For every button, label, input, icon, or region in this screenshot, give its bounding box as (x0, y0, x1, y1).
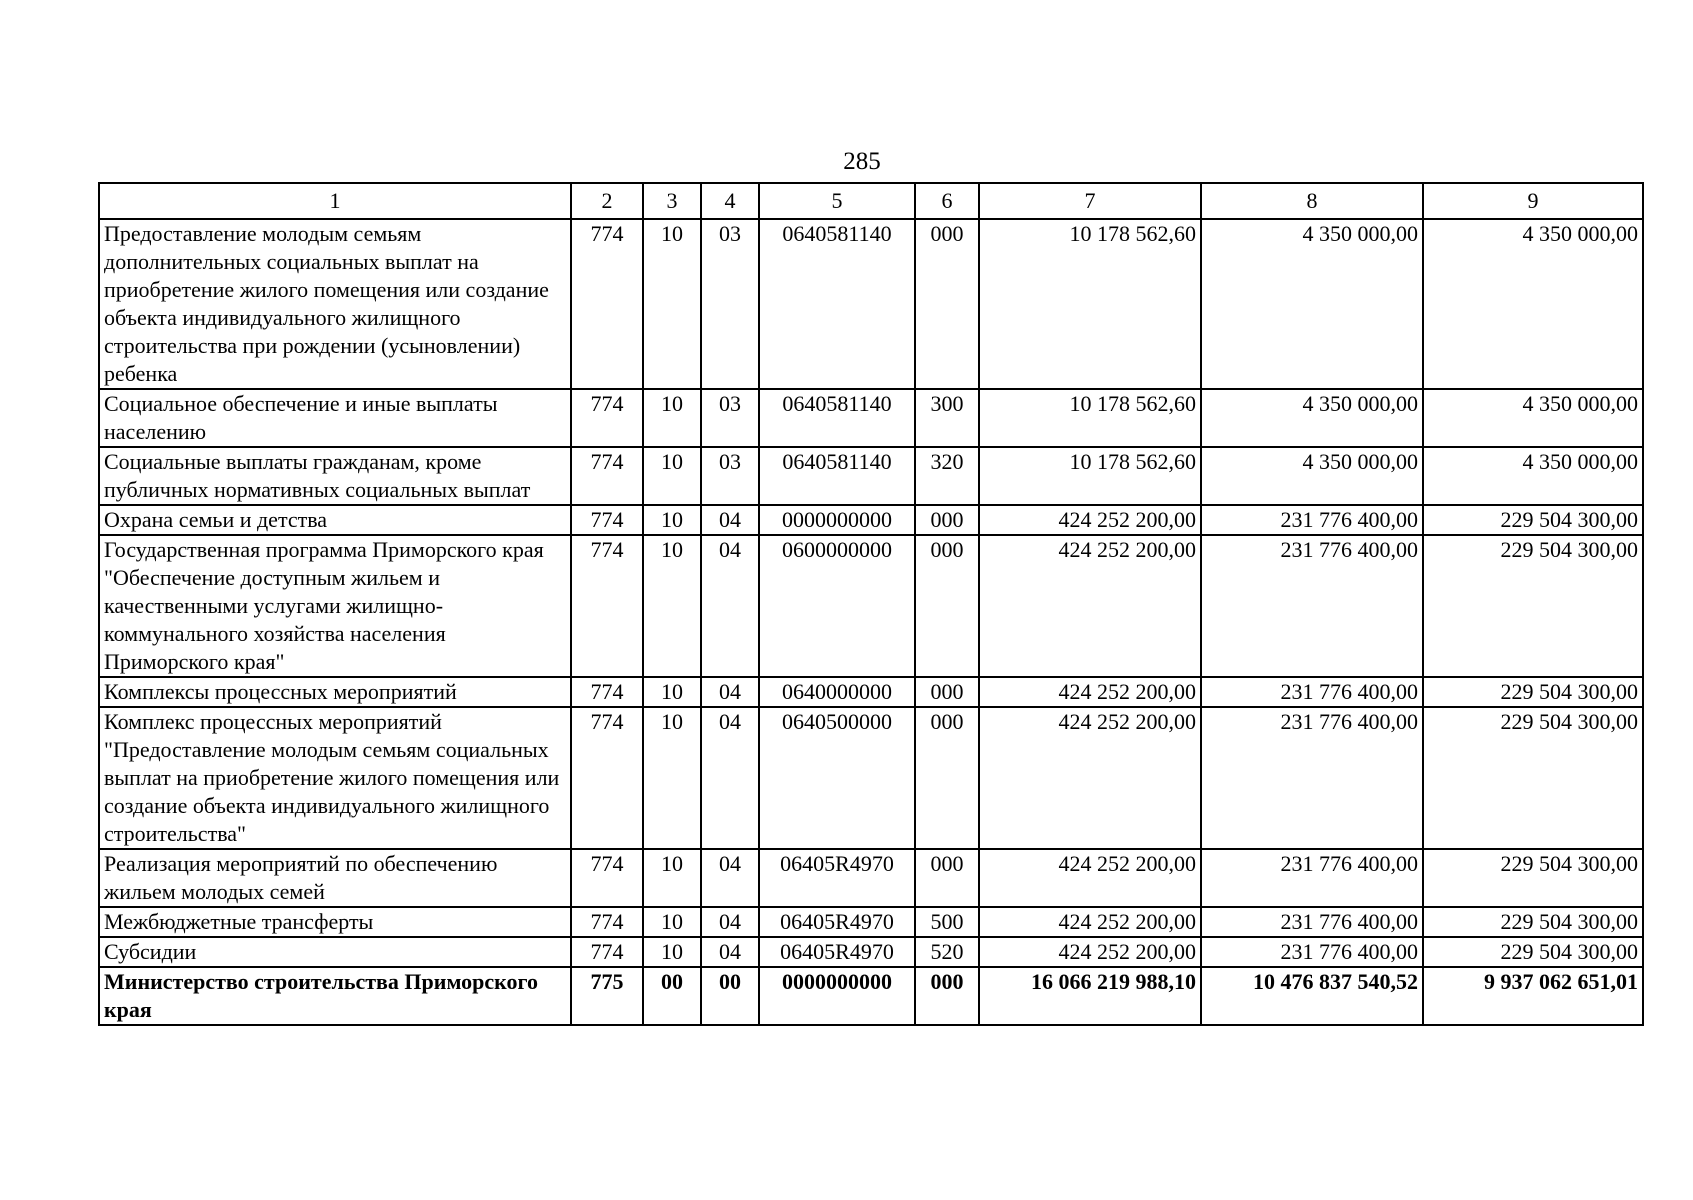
cell-code-6: 000 (915, 707, 979, 849)
row-name: Предоставление молодым семьям дополнительных социальных выплат на приобретение жилого помещения или создание объекта индивидуального жилищного строительства при рождении (усыновлении) ребенка (99, 219, 571, 389)
cell-code-2: 774 (571, 219, 643, 389)
table-row (99, 535, 1643, 677)
column-header: 5 (759, 183, 915, 219)
cell-amount-7: 16 066 219 988,10 (979, 967, 1201, 1025)
table-row (99, 849, 1643, 907)
table-row (99, 505, 1643, 535)
cell-amount-7: 424 252 200,00 (979, 707, 1201, 849)
cell-amount-7: 424 252 200,00 (979, 907, 1201, 937)
cell-code-4: 04 (701, 907, 759, 937)
cell-code-3: 00 (643, 967, 701, 1025)
cell-code-6: 000 (915, 535, 979, 677)
cell-amount-7: 10 178 562,60 (979, 389, 1201, 447)
cell-amount-9: 229 504 300,00 (1423, 505, 1643, 535)
cell-amount-9: 229 504 300,00 (1423, 707, 1643, 849)
cell-code-6: 300 (915, 389, 979, 447)
cell-amount-8: 4 350 000,00 (1201, 447, 1423, 505)
cell-code-4: 03 (701, 447, 759, 505)
table-row-total (99, 967, 1643, 1025)
header-row (99, 183, 1643, 219)
cell-code-3: 10 (643, 907, 701, 937)
cell-code-2: 774 (571, 447, 643, 505)
cell-amount-8: 4 350 000,00 (1201, 219, 1423, 389)
row-name: Реализация мероприятий по обеспечению жильем молодых семей (99, 849, 571, 907)
cell-code-3: 10 (643, 219, 701, 389)
cell-code-2: 774 (571, 849, 643, 907)
cell-code-3: 10 (643, 505, 701, 535)
column-header: 7 (979, 183, 1201, 219)
cell-code-4: 00 (701, 967, 759, 1025)
row-name: Межбюджетные трансферты (99, 907, 571, 937)
cell-amount-8: 231 776 400,00 (1201, 677, 1423, 707)
cell-amount-8: 231 776 400,00 (1201, 707, 1423, 849)
cell-code-3: 10 (643, 447, 701, 505)
column-header: 6 (915, 183, 979, 219)
cell-code-4: 03 (701, 219, 759, 389)
cell-code-6: 000 (915, 219, 979, 389)
cell-code-2: 774 (571, 707, 643, 849)
cell-code-3: 10 (643, 535, 701, 677)
cell-amount-7: 424 252 200,00 (979, 535, 1201, 677)
cell-code-4: 04 (701, 849, 759, 907)
cell-amount-9: 229 504 300,00 (1423, 907, 1643, 937)
cell-amount-8: 231 776 400,00 (1201, 907, 1423, 937)
cell-amount-9: 4 350 000,00 (1423, 447, 1643, 505)
column-header: 8 (1201, 183, 1423, 219)
cell-code-2: 775 (571, 967, 643, 1025)
cell-code-5: 0000000000 (759, 505, 915, 535)
cell-code-3: 10 (643, 937, 701, 967)
cell-code-4: 04 (701, 677, 759, 707)
cell-amount-7: 424 252 200,00 (979, 849, 1201, 907)
table-row (99, 937, 1643, 967)
cell-amount-8: 231 776 400,00 (1201, 505, 1423, 535)
cell-code-6: 000 (915, 677, 979, 707)
cell-code-5: 0640581140 (759, 447, 915, 505)
cell-code-2: 774 (571, 535, 643, 677)
cell-code-6: 000 (915, 505, 979, 535)
column-header: 3 (643, 183, 701, 219)
cell-code-5: 0640000000 (759, 677, 915, 707)
column-header: 9 (1423, 183, 1643, 219)
row-name: Охрана семьи и детства (99, 505, 571, 535)
cell-code-3: 10 (643, 849, 701, 907)
cell-amount-8: 231 776 400,00 (1201, 849, 1423, 907)
cell-code-6: 000 (915, 849, 979, 907)
row-name: Государственная программа Приморского края "Обеспечение доступным жильем и качественными услугами жилищно-коммунального хозяйства населения Приморского края" (99, 535, 571, 677)
cell-amount-7: 10 178 562,60 (979, 447, 1201, 505)
cell-code-5: 06405R4970 (759, 937, 915, 967)
cell-code-3: 10 (643, 707, 701, 849)
cell-code-6: 520 (915, 937, 979, 967)
table-row (99, 707, 1643, 849)
cell-code-4: 04 (701, 535, 759, 677)
row-name: Социальные выплаты гражданам, кроме публичных нормативных социальных выплат (99, 447, 571, 505)
table-row (99, 447, 1643, 505)
table-row (99, 389, 1643, 447)
cell-code-2: 774 (571, 907, 643, 937)
cell-code-2: 774 (571, 389, 643, 447)
cell-amount-9: 229 504 300,00 (1423, 535, 1643, 677)
cell-amount-9: 229 504 300,00 (1423, 677, 1643, 707)
budget-table (98, 182, 1644, 1026)
cell-amount-9: 229 504 300,00 (1423, 937, 1643, 967)
cell-code-2: 774 (571, 677, 643, 707)
cell-amount-7: 10 178 562,60 (979, 219, 1201, 389)
cell-code-3: 10 (643, 389, 701, 447)
cell-amount-7: 424 252 200,00 (979, 937, 1201, 967)
cell-code-4: 03 (701, 389, 759, 447)
cell-code-3: 10 (643, 677, 701, 707)
table-row (99, 677, 1643, 707)
cell-code-5: 0000000000 (759, 967, 915, 1025)
cell-code-5: 0600000000 (759, 535, 915, 677)
cell-amount-9: 4 350 000,00 (1423, 219, 1643, 389)
cell-amount-9: 4 350 000,00 (1423, 389, 1643, 447)
cell-code-4: 04 (701, 707, 759, 849)
cell-code-6: 000 (915, 967, 979, 1025)
row-name: Комплексы процессных мероприятий (99, 677, 571, 707)
cell-code-5: 0640581140 (759, 219, 915, 389)
row-name: Субсидии (99, 937, 571, 967)
cell-amount-8: 231 776 400,00 (1201, 937, 1423, 967)
cell-code-5: 0640500000 (759, 707, 915, 849)
cell-amount-8: 10 476 837 540,52 (1201, 967, 1423, 1025)
column-header: 4 (701, 183, 759, 219)
cell-code-5: 06405R4970 (759, 907, 915, 937)
row-name: Комплекс процессных мероприятий "Предоставление молодым семьям социальных выплат на приобретение жилого помещения или создание объекта индивидуального жилищного строительства" (99, 707, 571, 849)
cell-code-5: 0640581140 (759, 389, 915, 447)
cell-code-2: 774 (571, 937, 643, 967)
table-row (99, 219, 1643, 389)
column-header: 2 (571, 183, 643, 219)
cell-amount-9: 229 504 300,00 (1423, 849, 1643, 907)
cell-code-6: 320 (915, 447, 979, 505)
page-number: 285 (843, 148, 881, 175)
row-name: Министерство строительства Приморского края (99, 967, 571, 1025)
cell-amount-8: 231 776 400,00 (1201, 535, 1423, 677)
cell-amount-7: 424 252 200,00 (979, 677, 1201, 707)
row-name: Социальное обеспечение и иные выплаты населению (99, 389, 571, 447)
cell-code-4: 04 (701, 505, 759, 535)
cell-amount-8: 4 350 000,00 (1201, 389, 1423, 447)
table-row (99, 907, 1643, 937)
cell-code-4: 04 (701, 937, 759, 967)
cell-code-5: 06405R4970 (759, 849, 915, 907)
cell-amount-7: 424 252 200,00 (979, 505, 1201, 535)
column-header: 1 (99, 183, 571, 219)
cell-amount-9: 9 937 062 651,01 (1423, 967, 1643, 1025)
cell-code-6: 500 (915, 907, 979, 937)
cell-code-2: 774 (571, 505, 643, 535)
